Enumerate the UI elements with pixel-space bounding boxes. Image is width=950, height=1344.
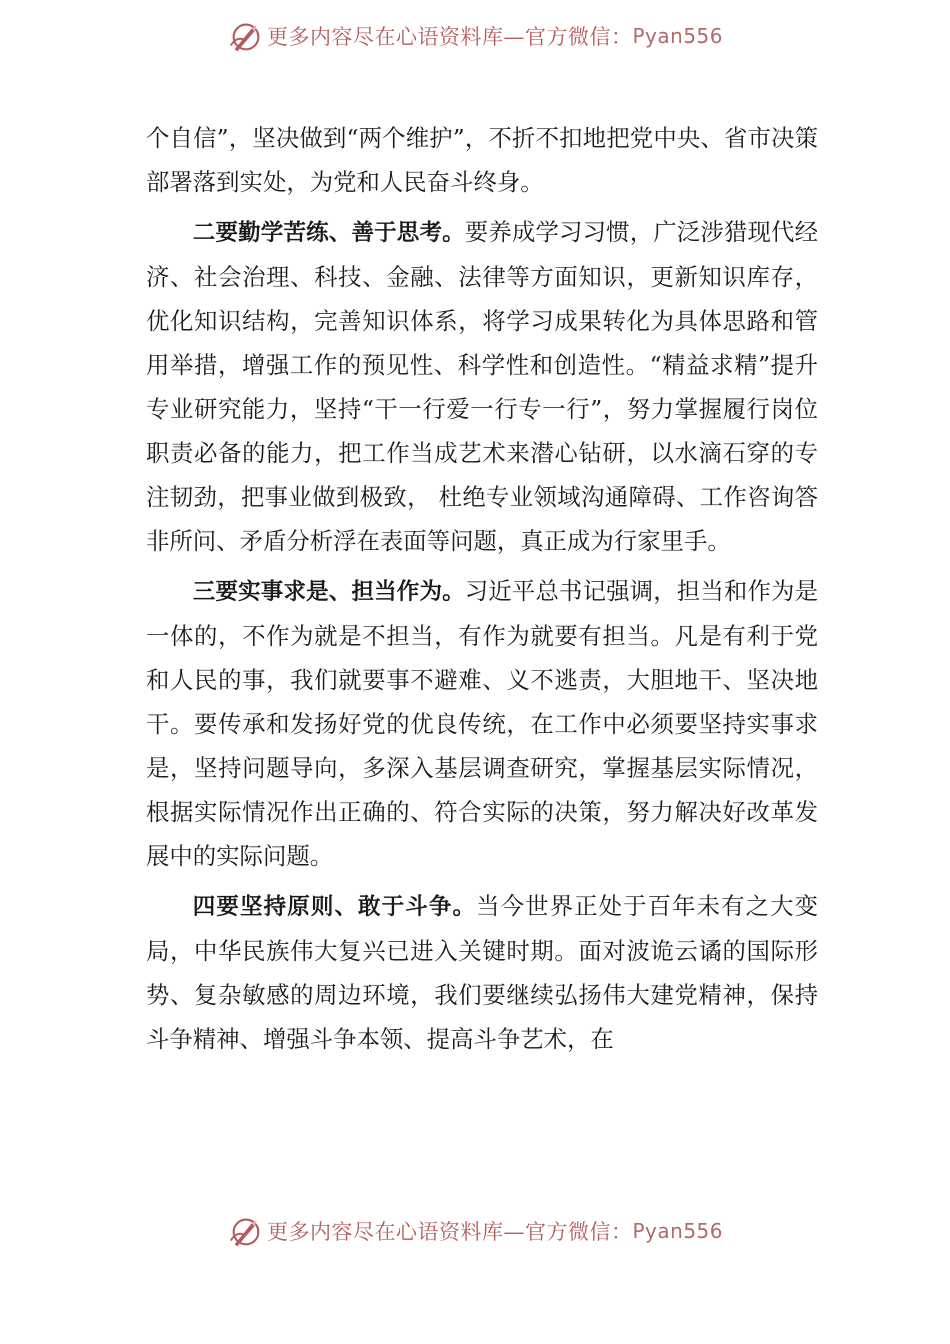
paragraph-3-text: 习近平总书记强调，担当和作为是一体的，不作为就是不担当，有作为就要有担当。凡是有利于党和人民的事，我们就要事不避难、义不逃责，大胆地干、坚决地干。要传承和发扬好党的优良传统，在工作中必须要坚持实事求是，坚持问题导向，多深入基层调查研究，掌握基层实际情况，根据实际情况作出正确的、符合实际的决策，努力解决好改革发展中的实际问题。	[146, 577, 818, 870]
paragraph-1	[146, 116, 818, 204]
paragraph-4-heading: 四要坚持原则、敢于斗争。	[192, 894, 477, 920]
paragraph-3	[146, 569, 818, 878]
pen-nib-logo-icon	[227, 1212, 265, 1250]
banner-wechat-id: Pyan556	[632, 1219, 723, 1243]
document-body	[146, 116, 818, 1067]
banner-wechat-id: Pyan556	[632, 24, 723, 48]
header-banner	[0, 16, 950, 56]
banner-text: 更多内容尽在心语资料库—官方微信：	[266, 25, 633, 49]
paragraph-2	[146, 210, 818, 563]
banner-text: 更多内容尽在心语资料库—官方微信：	[266, 1220, 633, 1244]
paragraph-2-text: 要养成学习习惯，广泛涉猎现代经济、社会治理、科技、金融、法律等方面知识，更新知识库存，优化知识结构，完善知识体系，将学习成果转化为具体思路和管用举措，增强工作的预见性、科学性和创造性。“精益求精”提升专业研究能力，坚持“干一行爱一行专一行”，努力掌握履行岗位职责必备的能力，把工作当成艺术来潜心钻研，以水滴石穿的专注韧劲，把事业做到极致， 杜绝专业领域沟通障碍、工作咨询答非所问、矛盾分析浮在表面等问题，真正成为行家里手。	[146, 218, 818, 555]
paragraph-1-text: 个自信”，坚决做到“两个维护”，不折不扣地把党中央、省市决策部署落到实处，为党和人民奋斗终身。	[146, 124, 818, 196]
paragraph-4-text: 当今世界正处于百年未有之大变局，中华民族伟大复兴已进入关键时期。面对波诡云谲的国际形势、复杂敏感的周边环境，我们要继续弘扬伟大建党精神，保持斗争精神、增强斗争本领、提高斗争艺术，在	[146, 892, 818, 1053]
pen-nib-logo-icon	[227, 17, 265, 55]
paragraph-2-heading: 二要勤学苦练、善于思考。	[192, 220, 465, 246]
footer-banner	[0, 1211, 950, 1251]
paragraph-4	[146, 884, 818, 1061]
paragraph-3-heading: 三要实事求是、担当作为。	[192, 579, 465, 605]
